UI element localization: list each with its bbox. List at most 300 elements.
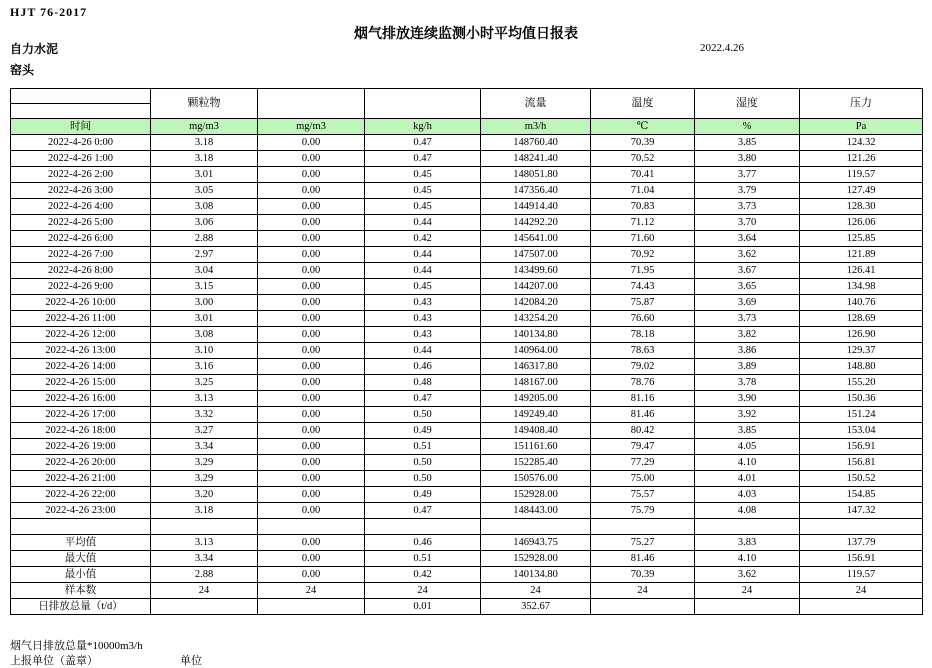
table-cell: 70.83	[591, 199, 695, 215]
table-cell: 2022-4-26 21:00	[11, 471, 151, 487]
blank-cell	[151, 519, 258, 535]
table-cell: 140.76	[800, 295, 923, 311]
table-cell: 0.44	[365, 215, 481, 231]
summary-cell: 24	[481, 583, 591, 599]
summary-cell: 0.42	[365, 567, 481, 583]
table-cell: 0.00	[258, 455, 365, 471]
unit-header-cell: mg/m3	[258, 119, 365, 135]
table-cell: 0.00	[258, 503, 365, 519]
header-split-bottom	[11, 104, 150, 118]
table-cell: 2022-4-26 0:00	[11, 135, 151, 151]
table-cell: 2022-4-26 9:00	[11, 279, 151, 295]
summary-cell: 24	[365, 583, 481, 599]
table-cell: 126.90	[800, 327, 923, 343]
table-cell: 3.05	[151, 183, 258, 199]
table-row	[11, 327, 923, 343]
table-cell: 70.41	[591, 167, 695, 183]
table-cell: 0.00	[258, 407, 365, 423]
summary-cell: 75.27	[591, 535, 695, 551]
blank-cell	[591, 519, 695, 535]
table-row	[11, 167, 923, 183]
table-cell: 149249.40	[481, 407, 591, 423]
table-cell: 3.34	[151, 439, 258, 455]
table-cell: 126.41	[800, 263, 923, 279]
table-cell: 70.52	[591, 151, 695, 167]
table-cell: 3.32	[151, 407, 258, 423]
blank-row	[11, 519, 923, 535]
table-cell: 3.27	[151, 423, 258, 439]
table-cell: 2022-4-26 7:00	[11, 247, 151, 263]
summary-cell: 24	[258, 583, 365, 599]
table-cell: 2022-4-26 3:00	[11, 183, 151, 199]
table-cell: 2022-4-26 11:00	[11, 311, 151, 327]
group-header-cell: 温度	[591, 89, 695, 119]
summary-cell: 平均值	[11, 535, 151, 551]
table-cell: 128.69	[800, 311, 923, 327]
table-cell: 3.69	[695, 295, 800, 311]
summary-cell	[695, 599, 800, 615]
table-cell: 2022-4-26 1:00	[11, 151, 151, 167]
table-cell: 2022-4-26 4:00	[11, 199, 151, 215]
table-cell: 3.64	[695, 231, 800, 247]
footer-unit-label: 单位	[180, 655, 202, 667]
table-cell: 74.43	[591, 279, 695, 295]
table-cell: 144914.40	[481, 199, 591, 215]
summary-cell: 0.00	[258, 567, 365, 583]
table-cell: 0.48	[365, 375, 481, 391]
summary-cell: 3.34	[151, 551, 258, 567]
summary-cell: 152928.00	[481, 551, 591, 567]
table-cell: 3.29	[151, 455, 258, 471]
table-cell: 0.00	[258, 311, 365, 327]
table-cell: 3.70	[695, 215, 800, 231]
table-cell: 0.00	[258, 423, 365, 439]
table-cell: 75.57	[591, 487, 695, 503]
table-cell: 0.43	[365, 327, 481, 343]
summary-cell: 3.13	[151, 535, 258, 551]
header-split-top	[11, 89, 150, 104]
table-cell: 145641.00	[481, 231, 591, 247]
table-cell: 0.44	[365, 247, 481, 263]
table-cell: 2022-4-26 19:00	[11, 439, 151, 455]
table-cell: 149408.40	[481, 423, 591, 439]
table-cell: 147.32	[800, 503, 923, 519]
table-cell: 3.18	[151, 151, 258, 167]
table-cell: 0.43	[365, 311, 481, 327]
table-cell: 147356.40	[481, 183, 591, 199]
table-row	[11, 151, 923, 167]
table-cell: 3.80	[695, 151, 800, 167]
table-cell: 0.49	[365, 423, 481, 439]
doc-code: HJT 76-2017	[10, 5, 88, 19]
table-cell: 144292.20	[481, 215, 591, 231]
unit-header-cell: Pa	[800, 119, 923, 135]
table-cell: 0.00	[258, 487, 365, 503]
table-head	[11, 89, 923, 135]
table-cell: 2.97	[151, 247, 258, 263]
table-cell: 121.89	[800, 247, 923, 263]
table-row	[11, 343, 923, 359]
summary-cell: 140134.80	[481, 567, 591, 583]
table-cell: 2022-4-26 23:00	[11, 503, 151, 519]
table-cell: 142084.20	[481, 295, 591, 311]
table-row	[11, 135, 923, 151]
group-header-cell: 湿度	[695, 89, 800, 119]
group-header-row	[11, 89, 923, 119]
table-cell: 2022-4-26 20:00	[11, 455, 151, 471]
table-cell: 0.00	[258, 391, 365, 407]
table-row	[11, 279, 923, 295]
table-cell: 2022-4-26 2:00	[11, 167, 151, 183]
table-cell: 140964.00	[481, 343, 591, 359]
unit-header-cell: %	[695, 119, 800, 135]
table-cell: 2022-4-26 17:00	[11, 407, 151, 423]
summary-cell	[258, 599, 365, 615]
blank-cell	[481, 519, 591, 535]
table-cell: 0.00	[258, 263, 365, 279]
table-cell: 2022-4-26 22:00	[11, 487, 151, 503]
table-cell: 0.00	[258, 167, 365, 183]
table-cell: 3.82	[695, 327, 800, 343]
unit-header-cell: kg/h	[365, 119, 481, 135]
summary-row	[11, 567, 923, 583]
table-cell: 3.62	[695, 247, 800, 263]
table-cell: 151.24	[800, 407, 923, 423]
table-cell: 2022-4-26 6:00	[11, 231, 151, 247]
table-cell: 75.00	[591, 471, 695, 487]
summary-cell: 2.88	[151, 567, 258, 583]
table-cell: 81.16	[591, 391, 695, 407]
table-cell: 129.37	[800, 343, 923, 359]
table-cell: 3.06	[151, 215, 258, 231]
group-header-cell: 颗粒物	[151, 89, 258, 119]
summary-cell: 最小值	[11, 567, 151, 583]
table-cell: 119.57	[800, 167, 923, 183]
summary-row	[11, 551, 923, 567]
summary-cell: 119.57	[800, 567, 923, 583]
table-cell: 0.50	[365, 455, 481, 471]
table-cell: 154.85	[800, 487, 923, 503]
table-cell: 4.03	[695, 487, 800, 503]
table-cell: 78.63	[591, 343, 695, 359]
table-cell: 4.08	[695, 503, 800, 519]
table-cell: 2022-4-26 5:00	[11, 215, 151, 231]
summary-cell: 3.83	[695, 535, 800, 551]
summary-row	[11, 535, 923, 551]
table-cell: 79.02	[591, 359, 695, 375]
table-cell: 71.60	[591, 231, 695, 247]
table-cell: 4.10	[695, 455, 800, 471]
table-cell: 79.47	[591, 439, 695, 455]
table-cell: 3.15	[151, 279, 258, 295]
summary-cell: 352.67	[481, 599, 591, 615]
table-cell: 3.73	[695, 199, 800, 215]
table-cell: 140134.80	[481, 327, 591, 343]
report-date: 2022.4.26	[700, 42, 744, 54]
summary-cell: 0.00	[258, 551, 365, 567]
table-row	[11, 359, 923, 375]
table-cell: 2022-4-26 8:00	[11, 263, 151, 279]
table-cell: 70.92	[591, 247, 695, 263]
table-row	[11, 503, 923, 519]
blank-cell	[258, 519, 365, 535]
table-cell: 0.00	[258, 183, 365, 199]
table-cell: 152928.00	[481, 487, 591, 503]
table-cell: 153.04	[800, 423, 923, 439]
table-cell: 0.45	[365, 279, 481, 295]
table-cell: 3.08	[151, 327, 258, 343]
table-cell: 80.42	[591, 423, 695, 439]
table-cell: 143499.60	[481, 263, 591, 279]
table-cell: 0.50	[365, 471, 481, 487]
table-cell: 0.43	[365, 295, 481, 311]
table-cell: 0.00	[258, 135, 365, 151]
table-row	[11, 391, 923, 407]
summary-cell: 样本数	[11, 583, 151, 599]
page-title: 烟气排放连续监测小时平均值日报表	[354, 27, 578, 42]
table-cell: 3.65	[695, 279, 800, 295]
table-cell: 76.60	[591, 311, 695, 327]
group-header-cell: 压力	[800, 89, 923, 119]
table-cell: 3.73	[695, 311, 800, 327]
table-cell: 128.30	[800, 199, 923, 215]
table-cell: 147507.00	[481, 247, 591, 263]
table-row	[11, 247, 923, 263]
unit-header-cell: m3/h	[481, 119, 591, 135]
table-cell: 3.77	[695, 167, 800, 183]
table-cell: 0.00	[258, 295, 365, 311]
unit-header-cell: ℃	[591, 119, 695, 135]
table-row	[11, 215, 923, 231]
table-row	[11, 263, 923, 279]
table-row	[11, 199, 923, 215]
table-cell: 3.89	[695, 359, 800, 375]
table-cell: 3.08	[151, 199, 258, 215]
summary-row	[11, 583, 923, 599]
table-cell: 2.88	[151, 231, 258, 247]
table-cell: 0.00	[258, 343, 365, 359]
table-row	[11, 423, 923, 439]
table-cell: 0.51	[365, 439, 481, 455]
table-cell: 2022-4-26 12:00	[11, 327, 151, 343]
table-cell: 2022-4-26 15:00	[11, 375, 151, 391]
table-row	[11, 375, 923, 391]
table-cell: 70.39	[591, 135, 695, 151]
table-cell: 148443.00	[481, 503, 591, 519]
summary-cell: 137.79	[800, 535, 923, 551]
table-cell: 0.45	[365, 183, 481, 199]
table-cell: 126.06	[800, 215, 923, 231]
table-cell: 75.87	[591, 295, 695, 311]
summary-cell: 70.39	[591, 567, 695, 583]
group-header-cell: 流量	[481, 89, 591, 119]
table-cell: 0.00	[258, 231, 365, 247]
table-row	[11, 455, 923, 471]
table-cell: 156.91	[800, 439, 923, 455]
table-cell: 0.45	[365, 167, 481, 183]
table-cell: 150.36	[800, 391, 923, 407]
table-cell: 2022-4-26 14:00	[11, 359, 151, 375]
group-header-cell	[365, 89, 481, 119]
table-cell: 3.67	[695, 263, 800, 279]
table-cell: 155.20	[800, 375, 923, 391]
table-cell: 0.00	[258, 439, 365, 455]
summary-cell	[800, 599, 923, 615]
table-cell: 3.29	[151, 471, 258, 487]
summary-cell: 0.00	[258, 535, 365, 551]
summary-cell: 24	[800, 583, 923, 599]
table-cell: 156.81	[800, 455, 923, 471]
summary-cell: 156.91	[800, 551, 923, 567]
table-cell: 3.01	[151, 311, 258, 327]
summary-cell	[151, 599, 258, 615]
table-cell: 0.45	[365, 199, 481, 215]
table-cell: 150.52	[800, 471, 923, 487]
table-cell: 2022-4-26 18:00	[11, 423, 151, 439]
table-cell: 3.13	[151, 391, 258, 407]
table-cell: 148051.80	[481, 167, 591, 183]
summary-cell: 最大值	[11, 551, 151, 567]
table-cell: 2022-4-26 13:00	[11, 343, 151, 359]
summary-cell: 24	[591, 583, 695, 599]
table-cell: 3.25	[151, 375, 258, 391]
table-cell: 144207.00	[481, 279, 591, 295]
table-row	[11, 487, 923, 503]
table-cell: 77.29	[591, 455, 695, 471]
table-cell: 71.04	[591, 183, 695, 199]
table-row	[11, 183, 923, 199]
table-row	[11, 407, 923, 423]
summary-cell: 24	[151, 583, 258, 599]
table-row	[11, 471, 923, 487]
table-cell: 151161.60	[481, 439, 591, 455]
table-cell: 3.18	[151, 135, 258, 151]
summary-cell: 0.51	[365, 551, 481, 567]
table-cell: 3.10	[151, 343, 258, 359]
location-name: 窑头	[10, 63, 35, 77]
table-cell: 0.00	[258, 359, 365, 375]
blank-cell	[365, 519, 481, 535]
summary-row	[11, 599, 923, 615]
table-cell: 146317.80	[481, 359, 591, 375]
table-cell: 0.47	[365, 135, 481, 151]
table-cell: 0.44	[365, 343, 481, 359]
table-cell: 2022-4-26 10:00	[11, 295, 151, 311]
table-cell: 0.49	[365, 487, 481, 503]
table-cell: 3.18	[151, 503, 258, 519]
table-row	[11, 311, 923, 327]
table-cell: 149205.00	[481, 391, 591, 407]
table-cell: 127.49	[800, 183, 923, 199]
monitoring-table	[10, 88, 923, 615]
table-row	[11, 439, 923, 455]
summary-cell: 24	[695, 583, 800, 599]
footer-note: 烟气日排放总量*10000m3/h	[10, 640, 143, 652]
table-cell: 75.79	[591, 503, 695, 519]
table-cell: 71.95	[591, 263, 695, 279]
unit-header-cell: 时间	[11, 119, 151, 135]
summary-cell: 0.01	[365, 599, 481, 615]
unit-header-cell: mg/m3	[151, 119, 258, 135]
table-cell: 0.00	[258, 215, 365, 231]
table-cell: 71.12	[591, 215, 695, 231]
table-row	[11, 231, 923, 247]
table-cell: 148.80	[800, 359, 923, 375]
table-cell: 0.46	[365, 359, 481, 375]
footer-sign-label: 上报单位（盖章）	[10, 655, 98, 667]
summary-cell: 81.46	[591, 551, 695, 567]
table-cell: 121.26	[800, 151, 923, 167]
summary-cell: 0.46	[365, 535, 481, 551]
table-cell: 148167.00	[481, 375, 591, 391]
table-cell: 3.01	[151, 167, 258, 183]
table-cell: 3.20	[151, 487, 258, 503]
summary-cell	[591, 599, 695, 615]
summary-cell: 146943.75	[481, 535, 591, 551]
table-cell: 3.85	[695, 135, 800, 151]
table-cell: 0.00	[258, 327, 365, 343]
table-cell: 78.76	[591, 375, 695, 391]
table-cell: 4.01	[695, 471, 800, 487]
table-cell: 150576.00	[481, 471, 591, 487]
table-cell: 0.47	[365, 503, 481, 519]
summary-cell: 4.10	[695, 551, 800, 567]
table-cell: 0.44	[365, 263, 481, 279]
table-cell: 0.47	[365, 391, 481, 407]
table-cell: 124.32	[800, 135, 923, 151]
table-cell: 78.18	[591, 327, 695, 343]
table-cell: 3.90	[695, 391, 800, 407]
table-cell: 4.05	[695, 439, 800, 455]
table-cell: 81.46	[591, 407, 695, 423]
table-row	[11, 295, 923, 311]
table-cell: 2022-4-26 16:00	[11, 391, 151, 407]
table-cell: 3.04	[151, 263, 258, 279]
group-header-cell	[258, 89, 365, 119]
table-cell: 3.85	[695, 423, 800, 439]
company-name: 自力水泥	[10, 42, 59, 56]
table-cell: 0.00	[258, 471, 365, 487]
table-cell: 125.85	[800, 231, 923, 247]
table-cell: 143254.20	[481, 311, 591, 327]
table-cell: 0.00	[258, 279, 365, 295]
table-cell: 0.47	[365, 151, 481, 167]
table-cell: 148760.40	[481, 135, 591, 151]
table-cell: 0.42	[365, 231, 481, 247]
table-cell: 0.00	[258, 151, 365, 167]
summary-cell: 日排放总量（t/d）	[11, 599, 151, 615]
table-cell: 3.79	[695, 183, 800, 199]
table-cell: 3.16	[151, 359, 258, 375]
table-cell: 0.00	[258, 247, 365, 263]
unit-header-row	[11, 119, 923, 135]
table-cell: 0.00	[258, 199, 365, 215]
blank-cell	[11, 519, 151, 535]
group-header-cell	[11, 89, 151, 119]
table-cell: 0.50	[365, 407, 481, 423]
table-cell: 152285.40	[481, 455, 591, 471]
table-cell: 148241.40	[481, 151, 591, 167]
table-body	[11, 135, 923, 615]
table-cell: 0.00	[258, 375, 365, 391]
table-cell: 3.86	[695, 343, 800, 359]
table-cell: 3.00	[151, 295, 258, 311]
table-cell: 3.92	[695, 407, 800, 423]
table-cell: 134.98	[800, 279, 923, 295]
blank-cell	[800, 519, 923, 535]
summary-cell: 3.62	[695, 567, 800, 583]
blank-cell	[695, 519, 800, 535]
